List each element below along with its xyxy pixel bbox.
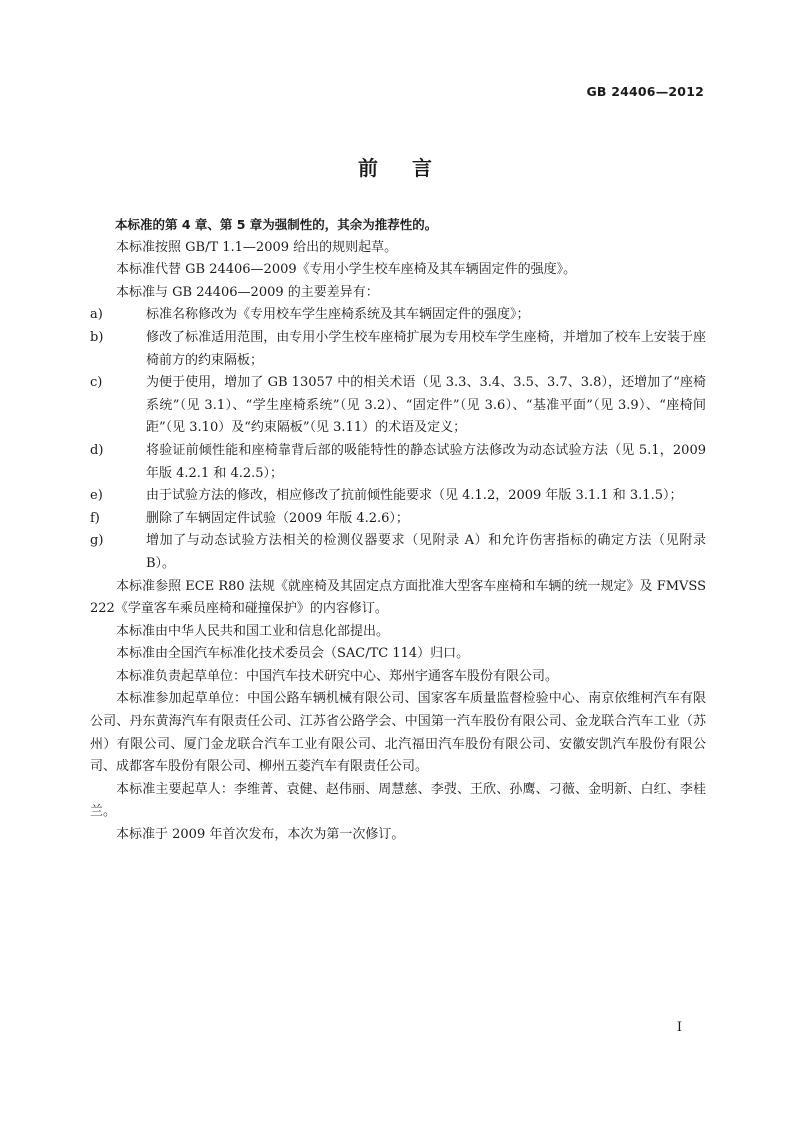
list-item-text: 为便于使用，增加了 GB 13057 中的相关术语（见 3.3、3.4、3.5、3.7、3.8），还增加了“座椅系统”（见 3.1）、“学生座椅系统”（见 3.2）、“固定件”（见 3.6）、“基准平面”（见 3.9）、“座椅间距”（见 3.10）及“约束隔板”（见 3.11）的术语及定义； (146, 375, 706, 436)
list-item-label: e) (90, 488, 103, 504)
paragraph-publication-history: 本标准于 2009 年首次发布，本次为第一次修订。 (116, 827, 405, 843)
paragraph-main-drafters: 本标准主要起草人：李维菁、袁健、赵伟丽、周慧慈、李弢、王欣、孙鹰、刁薇、金明新、白红、李桂兰。 (90, 781, 706, 820)
paragraph-mandatory-note: 本标准的第 4 章、第 5 章为强制性的，其余为推荐性的。 (115, 217, 438, 232)
list-item (90, 530, 706, 575)
paragraph-reference: 本标准参照 ECE R80 法规《就座椅及其固定点方面批准大型客车座椅和车辆的统一规定》及 FMVSS 222《学童客车乘员座椅和碰撞保护》的内容修订。 (90, 578, 706, 617)
list-item (90, 485, 706, 508)
list-item (90, 327, 706, 372)
list-item-label: a) (90, 307, 103, 323)
list-item-text: 删除了车辆固定件试验（2009 年版 4.2.6）； (146, 510, 409, 526)
list-item-text: 由于试验方法的修改，相应修改了抗前倾性能要求（见 4.1.2，2009 年版 3.1.1 和 3.1.5）； (146, 488, 683, 504)
paragraph-lead-drafters: 本标准负责起草单位：中国汽车技术研究中心、郑州宇通客车股份有限公司。 (116, 668, 559, 684)
standard-code: GB 24406—2012 (586, 84, 704, 99)
list-item-label: d) (90, 442, 104, 458)
paragraph-proposed-by: 本标准由中华人民共和国工业和信息化部提出。 (116, 623, 390, 639)
list-item-label: f) (90, 510, 100, 526)
paragraph-differences-intro: 本标准与 GB 24406—2009 的主要差异有： (116, 284, 379, 300)
document-body (90, 214, 706, 847)
list-item-text: 标准名称修改为《专用校车学生座椅系统及其车辆固定件的强度》； (146, 307, 530, 323)
paragraph-participating-drafters: 本标准参加起草单位：中国公路车辆机械有限公司、国家客车质量监督检验中心、南京依维柯汽车有限公司、丹东黄海汽车有限责任公司、江苏省公路学会、中国第一汽车股份有限公司、金龙联合汽车工业（苏州）有限公司、厦门金龙联合汽车工业有限公司、北汽福田汽车股份有限公司、安徽安凯汽车股份有限公司、成都客车股份有限公司、柳州五菱汽车有限责任公司。 (90, 691, 706, 775)
paragraph-drafting-rules: 本标准按照 GB/T 1.1—2009 给出的规则起草。 (116, 239, 398, 255)
list-item-label: b) (90, 329, 104, 345)
page-number: I (676, 1020, 682, 1035)
paragraph-centralized-by: 本标准由全国汽车标准化技术委员会（SAC/TC 114）归口。 (116, 646, 470, 662)
list-item (90, 508, 706, 531)
page-title: 前言 (358, 156, 466, 180)
list-item-label: g) (90, 533, 104, 549)
list-item-text: 修改了标准适用范围，由专用小学生校车座椅扩展为专用校车学生座椅，并增加了校车上安装于座椅前方的约束隔板； (146, 329, 706, 368)
list-item (90, 304, 706, 327)
paragraph-replaces: 本标准代替 GB 24406—2009《专用小学生校车座椅及其车辆固定件的强度》。 (116, 262, 577, 278)
list-item-text: 增加了与动态试验方法相关的检测仪器要求（见附录 A）和允许伤害指标的确定方法（见附录 B）。 (146, 533, 706, 571)
list-item-label: c) (90, 375, 103, 391)
list-item (90, 372, 706, 440)
list-item (90, 440, 706, 485)
list-item-text: 将验证前倾性能和座椅靠背后部的吸能特性的静态试验方法修改为动态试验方法（见 5.1，2009 年版 4.2.1 和 4.2.5）； (146, 442, 706, 481)
